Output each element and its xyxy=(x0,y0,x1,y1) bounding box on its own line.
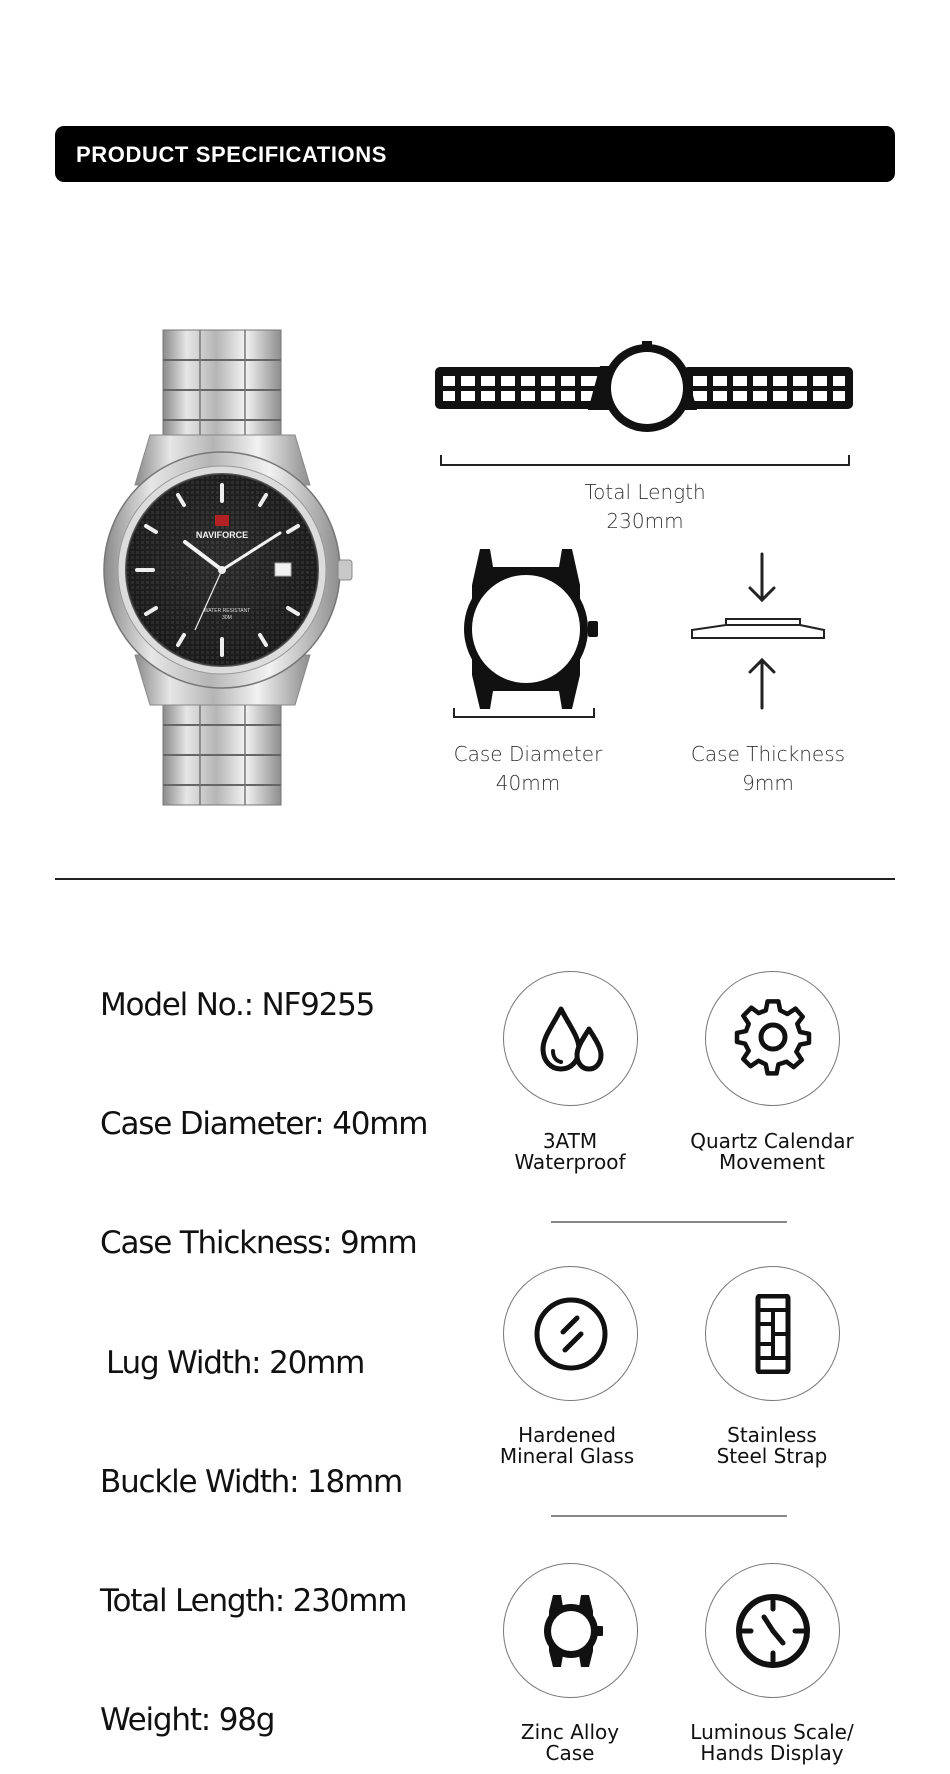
watch-case-icon xyxy=(531,1591,611,1671)
feature-movement xyxy=(705,971,840,1106)
glass-icon xyxy=(531,1294,611,1374)
feature-luminous-line2: Hands Display xyxy=(700,1741,844,1765)
feature-mineral-glass-line1: Hardened xyxy=(518,1423,616,1447)
feature-waterproof xyxy=(503,971,638,1106)
feature-steel-strap xyxy=(705,1266,840,1401)
feature-luminous-label xyxy=(672,1722,872,1764)
feature-waterproof-line2: Waterproof xyxy=(514,1150,626,1174)
feature-mineral-glass-line2: Mineral Glass xyxy=(499,1444,635,1468)
total-length-diagram xyxy=(435,338,855,468)
feature-zinc-alloy xyxy=(503,1563,638,1698)
feature-movement-label xyxy=(672,1131,872,1173)
spec-case-thickness: Case Thickness: 9mm xyxy=(100,1225,417,1261)
section-divider xyxy=(55,878,895,880)
case-thickness-title: Case Thickness xyxy=(690,742,846,766)
feature-steel-strap-label xyxy=(672,1425,872,1467)
total-length-value: 230mm xyxy=(606,509,684,533)
total-length-label xyxy=(560,478,730,536)
gear-icon xyxy=(733,999,813,1079)
strap-icon xyxy=(733,1294,813,1374)
feature-mineral-glass-label xyxy=(467,1425,667,1467)
feature-zinc-alloy-line1: Zinc Alloy xyxy=(520,1720,620,1744)
clock-icon xyxy=(733,1591,813,1671)
case-thickness-value: 9mm xyxy=(742,771,794,795)
feature-steel-strap-line2: Steel Strap xyxy=(716,1444,828,1468)
case-diameter-value: 40mm xyxy=(495,771,561,795)
total-length-title: Total Length xyxy=(584,480,706,504)
section-title: PRODUCT SPECIFICATIONS xyxy=(76,142,388,167)
dial-depth-text: 30M xyxy=(222,615,232,621)
feature-separator xyxy=(551,1221,787,1223)
feature-steel-strap-line1: Stainless xyxy=(727,1423,817,1447)
feature-waterproof-label xyxy=(470,1131,670,1173)
feature-zinc-alloy-label xyxy=(470,1722,670,1764)
feature-luminous xyxy=(705,1563,840,1698)
case-diameter-diagram xyxy=(448,545,608,720)
case-thickness-diagram xyxy=(688,550,848,710)
spec-lug-width: Lug Width: 20mm xyxy=(106,1345,365,1381)
case-diameter-title: Case Diameter xyxy=(453,742,603,766)
case-thickness-label xyxy=(668,740,868,798)
spec-total-length: Total Length: 230mm xyxy=(100,1583,407,1619)
spec-weight: Weight: 98g xyxy=(100,1702,275,1738)
water-drops-icon xyxy=(531,999,611,1079)
feature-zinc-alloy-line2: Case xyxy=(545,1741,595,1765)
feature-movement-line2: Movement xyxy=(719,1150,825,1174)
feature-movement-line1: Quartz Calendar xyxy=(690,1129,854,1153)
spec-model-number: Model No.: NF9255 xyxy=(100,987,375,1023)
bracelet-top xyxy=(163,330,281,435)
bracelet-bottom xyxy=(163,700,281,805)
dial-brand-text: NAVIFORCE xyxy=(195,530,249,540)
spec-case-diameter: Case Diameter: 40mm xyxy=(100,1106,428,1142)
case-diameter-label xyxy=(428,740,628,798)
section-header xyxy=(55,126,895,182)
spec-buckle-width: Buckle Width: 18mm xyxy=(100,1464,403,1500)
dial-water-text: WATER RESISTANT xyxy=(203,608,251,614)
feature-separator xyxy=(551,1515,787,1517)
feature-mineral-glass xyxy=(503,1266,638,1401)
feature-waterproof-line1: 3ATM xyxy=(542,1129,598,1153)
watch-product-image xyxy=(95,325,355,810)
feature-luminous-line1: Luminous Scale/ xyxy=(690,1720,854,1744)
